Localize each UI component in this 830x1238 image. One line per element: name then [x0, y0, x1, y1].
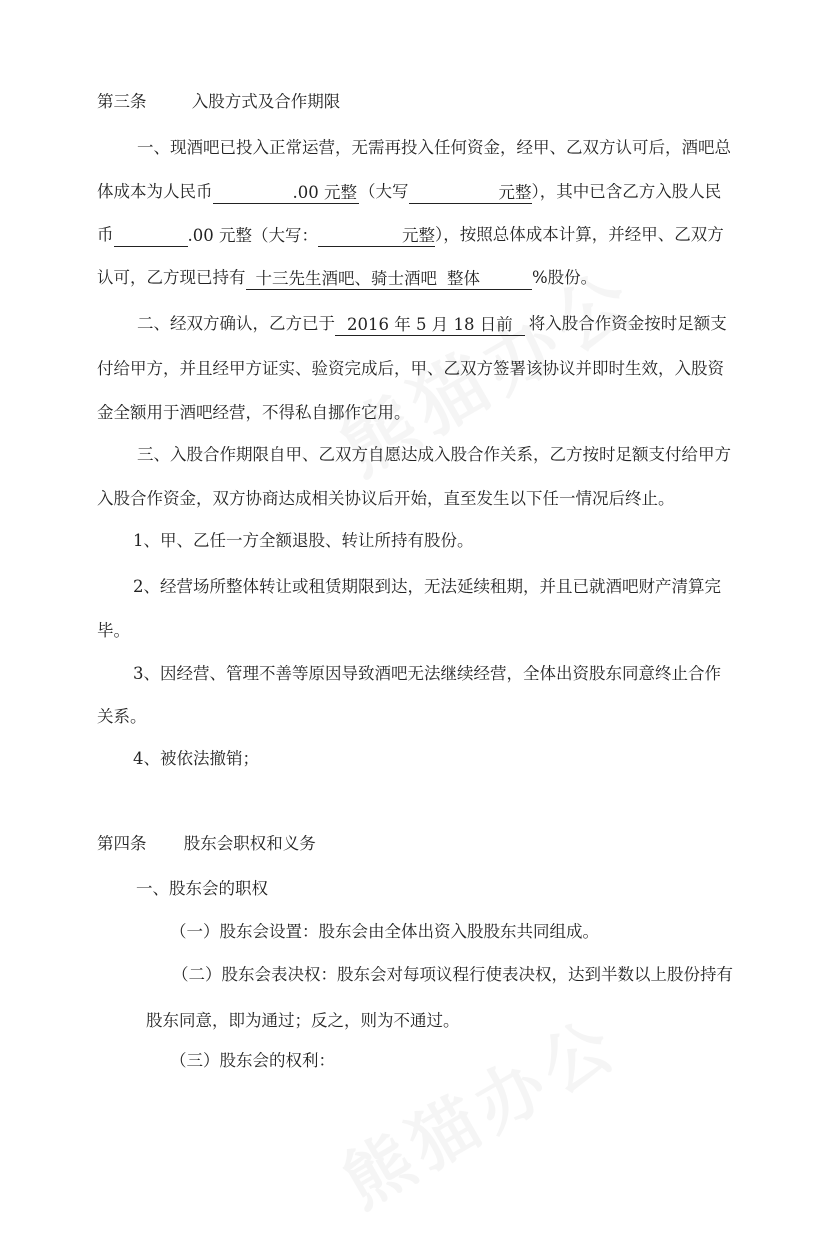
article4-heading: [97, 832, 316, 856]
article4-clause-2-line2: 股东同意，即为通过；反之，则为不通过。: [146, 1011, 460, 1030]
blank-total-capital: [409, 183, 499, 204]
article3-p1-line1: 一、现酒吧已投入正常运营，无需再投入任何资金，经甲、乙双方认可后，酒吧总: [137, 138, 731, 157]
blank-whole: 整体: [447, 269, 494, 290]
article3-p3-line1: 三、入股合作期限自甲、乙双方自愿达成入股合作关系，乙方按时足额支付给甲方: [137, 445, 731, 464]
watermark: [312, 264, 607, 515]
article3-item-1: 1、甲、乙任一方全额退股、转让所持有股份。: [133, 531, 474, 550]
blank-percent: [494, 269, 532, 290]
article3-p3-line2: 入股合作资金，双方协商达成相关协议后开始，直至发生以下任一情况后终止。: [97, 489, 675, 508]
article3-item-4: 4、被依法撤销；: [133, 749, 259, 768]
article3-p2-line3: 金全额用于酒吧经营，不得私自挪作它用。: [97, 403, 411, 422]
blank-total-amount: [213, 183, 293, 204]
blank-payment-date: 2016 年 5 月 18 日前: [335, 315, 525, 336]
article3-title: 入股方式及合作期限: [191, 92, 341, 111]
article4-title: 股东会职权和义务: [183, 834, 316, 853]
blank-share-capital: [318, 226, 402, 247]
blank-share-amount: [114, 226, 188, 247]
article3-item-3-line2: 关系。: [97, 707, 147, 726]
article4-section-1: 一、股东会的职权: [136, 879, 268, 898]
article3-p1-line3: 币 .00 元整（大写： 元整），按照总体成本计算，并经甲、乙双方: [97, 225, 724, 245]
article3-p1-line4: 认可，乙方现已持有 十三先生酒吧、骑士酒吧 整体 %股份。: [97, 268, 598, 288]
article3-item-3-line1: 3、因经营、管理不善等原因导致酒吧无法继续经营，全体出资股东同意终止合作: [133, 664, 721, 683]
article3-heading: [97, 90, 340, 114]
article3-p2-line1: 二、经双方确认，乙方已于 2016 年 5 月 18 日前 将入股合作资金按时足额支: [137, 314, 727, 334]
article4-clause-2-line1: （二）股东会表决权：股东会对每项议程行使表决权，达到半数以上股份持有: [172, 965, 733, 984]
blank-total-capital-suffix: 元整: [498, 183, 532, 202]
blank-total-suffix: .00 元整: [292, 183, 357, 202]
article3-p1-line2: 体成本为人民币 .00 元整 （大写 元整），其中已含乙方入股人民: [97, 182, 722, 202]
article3-number: 第三条: [97, 92, 147, 111]
article3-item-2-line2: 毕。: [97, 621, 130, 640]
article4-number: 第四条: [97, 834, 147, 853]
blank-bar-names: 十三先生酒吧、骑士酒吧: [246, 269, 448, 290]
blank-share-suffix: .00 元整（大写：: [187, 226, 318, 245]
article4-clause-3: （三）股东会的权利：: [170, 1051, 335, 1070]
blank-share-capital-suffix: 元整: [402, 226, 435, 245]
article3-p2-line2: 付给甲方，并且经甲方证实、验资完成后，甲、乙双方签署该协议并即时生效，入股资: [97, 359, 724, 378]
article3-item-2-line1: 2、经营场所整体转让或租赁期限到达，无法延续租期，并且已就酒吧财产清算完: [133, 577, 721, 596]
article4-clause-1: （一）股东会设置：股东会由全体出资入股股东共同组成。: [170, 922, 599, 941]
